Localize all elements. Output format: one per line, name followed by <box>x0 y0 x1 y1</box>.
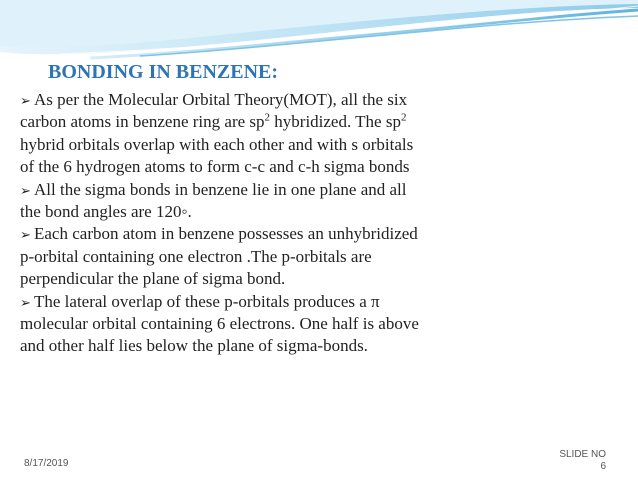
header-swoosh-decoration <box>0 0 638 60</box>
line-text: carbon atoms in benzene ring are sp <box>20 112 265 132</box>
footer-slide-number <box>559 449 606 473</box>
line-text: molecular orbital containing 6 electrons. One half is above <box>20 313 419 333</box>
body-line <box>20 179 620 201</box>
slide-title: BONDING IN BENZENE: <box>48 61 279 83</box>
body-line <box>20 313 620 335</box>
footer-date: 8/17/2019 <box>24 458 69 469</box>
body-line <box>20 291 620 313</box>
line-text: perpendicular the plane of sigma bond. <box>20 269 286 289</box>
line-text: Each carbon atom in benzene possesses an unhybridized <box>34 224 418 244</box>
line-text: As per the Molecular Orbital Theory(MOT), all the six <box>34 90 408 109</box>
line-text: All the sigma bonds in benzene lie in one plane and all <box>34 179 407 199</box>
superscript: 2 <box>264 111 271 124</box>
body-line <box>20 246 620 268</box>
line-text: and other half lies below the plane of sigma-bonds. <box>20 336 368 356</box>
line-text: The lateral overlap of these p-orbitals produces a π <box>34 291 380 311</box>
arrow-bullet-icon: ➢ <box>20 227 31 243</box>
line-text: the bond angles are 120◦. <box>20 201 192 221</box>
body-line <box>20 89 620 111</box>
line-text: p-orbital containing one electron .The p-orbitals are <box>20 246 372 266</box>
arrow-bullet-icon: ➢ <box>20 294 31 310</box>
slide-number-label: SLIDE NO <box>559 449 606 460</box>
line-text: hybridized. The sp <box>270 112 401 132</box>
body-line <box>20 201 620 223</box>
body-line <box>20 156 620 178</box>
body-line <box>20 335 620 357</box>
body-line <box>20 111 620 133</box>
body-line <box>20 134 620 156</box>
slide-number-value: 6 <box>600 461 606 472</box>
slide-body <box>20 89 620 358</box>
body-line <box>20 268 620 290</box>
body-line <box>20 223 620 245</box>
line-text: hybrid orbitals overlap with each other and with s orbitals <box>20 134 414 154</box>
arrow-bullet-icon: ➢ <box>20 93 31 108</box>
superscript: 2 <box>400 111 407 124</box>
arrow-bullet-icon: ➢ <box>20 182 31 198</box>
line-text: of the 6 hydrogen atoms to form c-c and c-h sigma bonds <box>20 157 410 177</box>
